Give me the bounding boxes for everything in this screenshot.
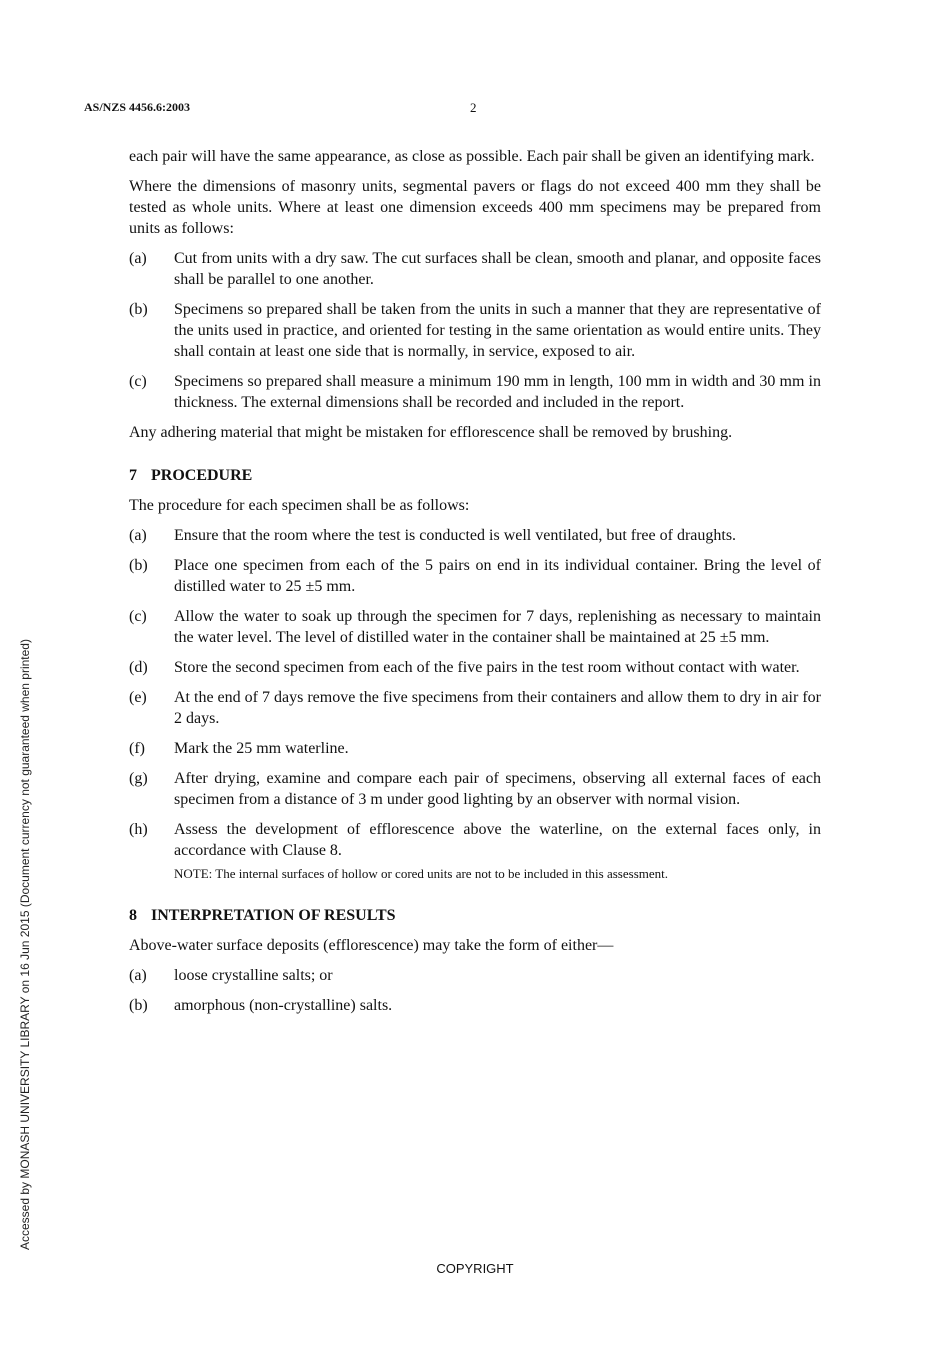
list-text: Place one specimen from each of the 5 pairs on end in its individual container. Bring the level of distilled water to 25 ±5 mm. bbox=[174, 557, 821, 595]
list-item bbox=[129, 525, 821, 546]
copyright-footer: COPYRIGHT bbox=[436, 1261, 514, 1276]
list-text-with-note bbox=[174, 819, 821, 883]
list-item bbox=[129, 606, 821, 648]
list-item bbox=[129, 299, 821, 362]
section-lead: Above-water surface deposits (efflorescence) may take the form of either— bbox=[129, 937, 614, 954]
list-text: Store the second specimen from each of the five pairs in the test room without contact with water. bbox=[174, 659, 800, 676]
section-title: PROCEDURE bbox=[151, 467, 253, 484]
access-watermark: Accessed by MONASH UNIVERSITY LIBRARY on 16 Jun 2015 (Document currency not guaranteed when printed) bbox=[18, 639, 32, 1250]
list-label: (a) bbox=[129, 250, 147, 267]
paragraph: Any adhering material that might be mistaken for efflorescence shall be removed by brushing. bbox=[129, 424, 733, 441]
standard-designation: AS/NZS 4456.6:2003 bbox=[84, 100, 191, 114]
list-text: Cut from units with a dry saw. The cut surfaces shall be clean, smooth and planar, and opposite faces shall be parallel to one another. bbox=[174, 250, 821, 288]
list-label: (d) bbox=[129, 659, 148, 676]
list-item bbox=[129, 248, 821, 290]
paragraph: Where the dimensions of masonry units, segmental pavers or flags do not exceed 400 mm they shall be tested as whole units. Where at least one dimension exceeds 400 mm specimens may be prepared from units as follows: bbox=[129, 178, 821, 237]
list-label: (c) bbox=[129, 608, 147, 625]
list-text: amorphous (non-crystalline) salts. bbox=[174, 997, 393, 1014]
list-label: (b) bbox=[129, 997, 148, 1014]
page-number: 2 bbox=[470, 100, 477, 115]
list-item bbox=[129, 371, 821, 413]
section-number: 7 bbox=[129, 467, 137, 484]
list-item bbox=[129, 687, 821, 729]
list-item bbox=[129, 995, 821, 1016]
section-heading-procedure bbox=[129, 465, 821, 486]
list-label: (b) bbox=[129, 557, 148, 574]
list-label: (b) bbox=[129, 301, 148, 318]
list-item bbox=[129, 768, 821, 810]
document-body bbox=[129, 146, 821, 1025]
list-text: loose crystalline salts; or bbox=[174, 967, 333, 984]
list-text: Mark the 25 mm waterline. bbox=[174, 740, 349, 757]
list-label: (e) bbox=[129, 689, 147, 706]
paragraph: each pair will have the same appearance, as close as possible. Each pair shall be given an identifying mark. bbox=[129, 148, 815, 165]
list-label: (h) bbox=[129, 821, 148, 838]
section-number: 8 bbox=[129, 907, 137, 924]
list-text: Assess the development of efflorescence above the waterline, on the external faces only, in accordance with Clause 8. bbox=[174, 821, 821, 859]
list-text: Ensure that the room where the test is conducted is well ventilated, but free of draughts. bbox=[174, 527, 737, 544]
list-label: (a) bbox=[129, 527, 147, 544]
list-item bbox=[129, 738, 821, 759]
list-text: Specimens so prepared shall be taken from the units in such a manner that they are representative of the units used in practice, and oriented for testing in the same orientation as would entire units. They shall contain at least one side that is normally, in service, exposed to air. bbox=[174, 301, 821, 360]
list-item bbox=[129, 819, 821, 883]
section-lead: The procedure for each specimen shall be as follows: bbox=[129, 497, 470, 514]
list-item bbox=[129, 965, 821, 986]
list-item bbox=[129, 657, 821, 678]
list-text: Specimens so prepared shall measure a minimum 190 mm in length, 100 mm in width and 30 mm in thickness. The external dimensions shall be recorded and included in the report. bbox=[174, 373, 821, 411]
list-text: At the end of 7 days remove the five specimens from their containers and allow them to dry in air for 2 days. bbox=[174, 689, 821, 727]
list-text: Allow the water to soak up through the specimen for 7 days, replenishing as necessary to maintain the water level. The level of distilled water in the container shall be maintained at 25 ±5 mm. bbox=[174, 608, 821, 646]
list-label: (c) bbox=[129, 373, 147, 390]
list-label: (g) bbox=[129, 770, 148, 787]
list-label: (a) bbox=[129, 967, 147, 984]
list-item bbox=[129, 555, 821, 597]
section-title: INTERPRETATION OF RESULTS bbox=[151, 907, 396, 924]
list-text: After drying, examine and compare each pair of specimens, observing all external faces of each specimen from a distance of 3 m under good lighting by an observer with normal vision. bbox=[174, 770, 821, 808]
section-heading-interpretation bbox=[129, 905, 821, 926]
note: NOTE: The internal surfaces of hollow or cored units are not to be included in this assessment. bbox=[174, 866, 668, 881]
list-label: (f) bbox=[129, 740, 145, 757]
